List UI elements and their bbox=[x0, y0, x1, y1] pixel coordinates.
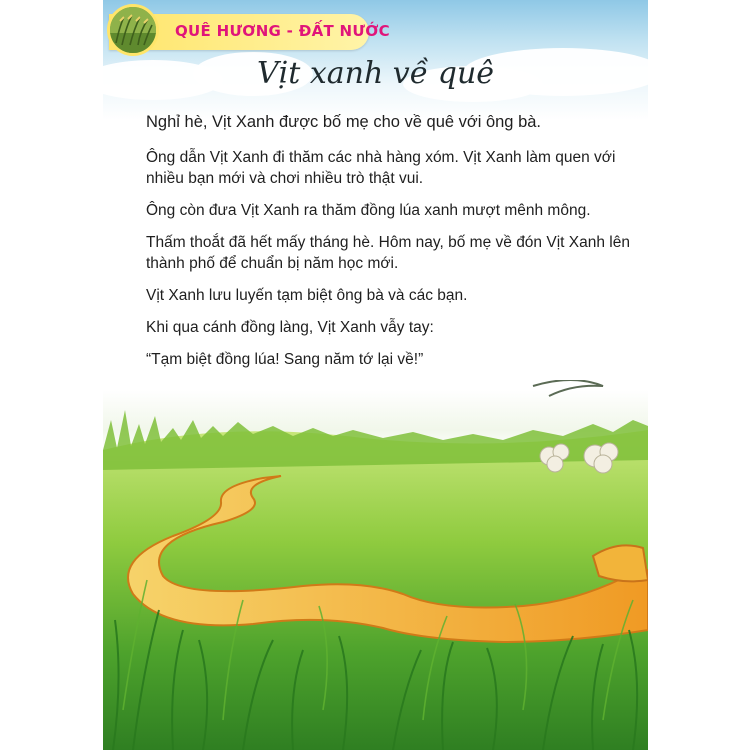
book-page bbox=[103, 0, 648, 750]
story-quote: “Tạm biệt đồng lúa! Sang năm tớ lại về!” bbox=[146, 351, 424, 368]
story-paragraph: Khi qua cánh đồng làng, Vịt Xanh vẫy tay: bbox=[146, 319, 434, 336]
section-label: QUÊ HƯƠNG - ĐẤT NƯỚC bbox=[175, 22, 390, 40]
grass-field-path-illustration bbox=[103, 380, 648, 750]
story-paragraph: Nghỉ hè, Vịt Xanh được bố mẹ cho về quê với ông bà. bbox=[146, 113, 542, 131]
story-paragraph: Vịt Xanh lưu luyến tạm biệt ông bà và các bạn. bbox=[146, 287, 468, 304]
story-paragraph: Ông dẫn Vịt Xanh đi thăm các nhà hàng xóm. Vịt Xanh làm quen với nhiều bạn mới và chơi nhiều trò thật vui. bbox=[146, 149, 616, 187]
rice-field-icon bbox=[107, 4, 159, 56]
story-paragraph: Thấm thoắt đã hết mấy tháng hè. Hôm nay, bố mẹ về đón Vịt Xanh lên thành phố để chuẩn bị năm học mới. bbox=[146, 234, 630, 272]
story-title: Vịt xanh về quê bbox=[256, 56, 495, 91]
story-body bbox=[146, 112, 646, 381]
story-paragraph: Ông còn đưa Vịt Xanh ra thăm đồng lúa xanh mượt mênh mông. bbox=[146, 202, 591, 219]
